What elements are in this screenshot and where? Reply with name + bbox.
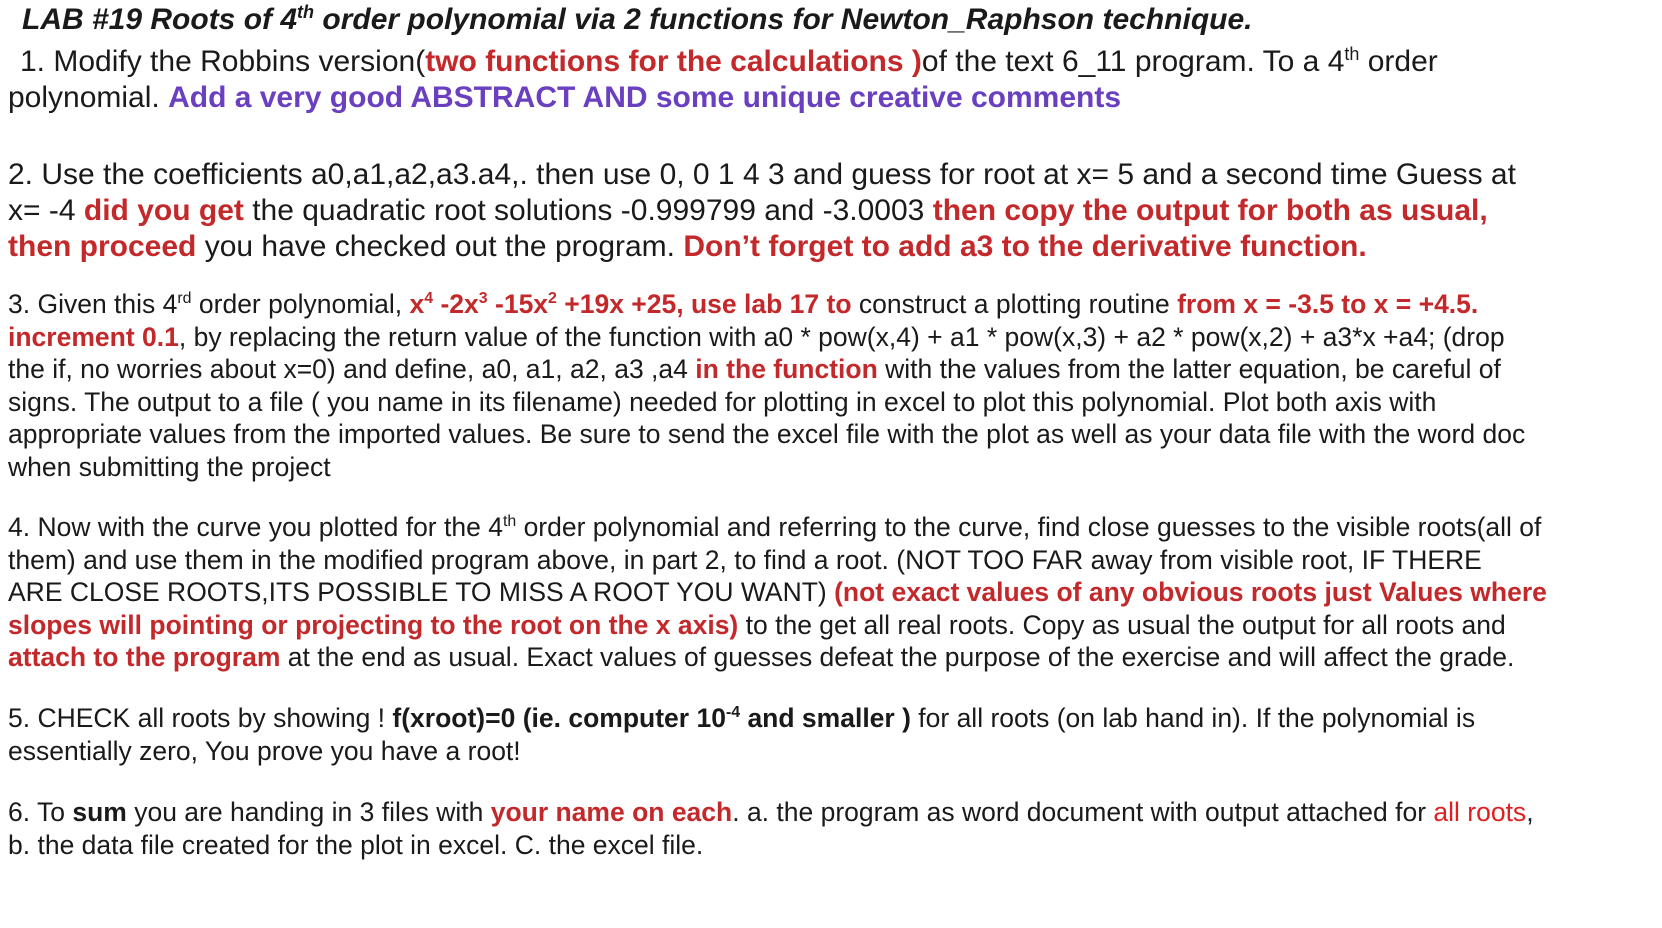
instruction-3: 3. Given this 4rd order polynomial, $x^4$ $-2x^3$ $-15x^2 +19x +25$, use lab 17 to construct a plotting routine from x = -3.5 to x = +4.5. increment 0.1, by replacing the return value of the function with a0 * pow(x,4) + a1 * pow(x,3) + a2 * pow(x,2) + a3*x +a4; (drop the if, no worries about x=0) and define, a0, a1, a2, a3 ,a4 in the function with the values from the latter equation, be careful of signs. The output to a file ( you name in its filename) needed for plotting in excel to plot this polynomial. Plot both axis with appropriate values from the imported values. Be sure to send the excel file with the plot as well as your data file with the word doc when submitting the project xyxy=(8,289,1526,482)
instruction-6: 6. To sum you are handing in 3 files with your name on each. a. the program as word document with output attached for all roots, b. the data file created for the plot in excel. C. the excel file. xyxy=(8,797,1534,860)
instruction-5: 5. CHECK all roots by showing ! f(xroot)=0 (ie. computer $10^{-4}$ and smaller ) for all roots (on lab hand in). If the polynomial is essentially zero, You prove you have a root! xyxy=(8,703,1476,766)
instruction-1: 1. Modify the Robbins version(two functions for the calculations )of the text 6_11 program. To a 4th order polynomial. Add a very good ABSTRACT AND some unique creative comments xyxy=(8,44,1438,114)
page-title: LAB #19 Roots of 4th order polynomial via 2 functions for Newton_Raphson technique. xyxy=(22,2,1253,36)
instruction-4: 4. Now with the curve you plotted for the 4th order polynomial and referring to the curve, find close guesses to the visible roots(all of them) and use them in the modified program above, in part 2, to find a root. (NOT TOO FAR away from visible root, IF THERE ARE CLOSE ROOTS,ITS POSSIBLE TO MISS A ROOT YOU WANT) (not exact values of any obvious roots just Values where slopes will pointing or projecting to the root on the x axis) to the get all real roots. Copy as usual the output for all roots and attach to the program at the end as usual. Exact values of guesses defeat the purpose of the exercise and will affect the grade. xyxy=(8,512,1547,672)
instruction-2: 2. Use the coefficients a0,a1,a2,a3.a4,. then use 0, 0 1 4 3 and guess for root at x= 5 and a second time Guess at x= -4 did you get the quadratic root solutions -0.999799 and -3.0003 then copy the output for both as usual, then proceed you have checked out the program. Don’t forget to add a3 to the derivative function. xyxy=(8,158,1516,263)
